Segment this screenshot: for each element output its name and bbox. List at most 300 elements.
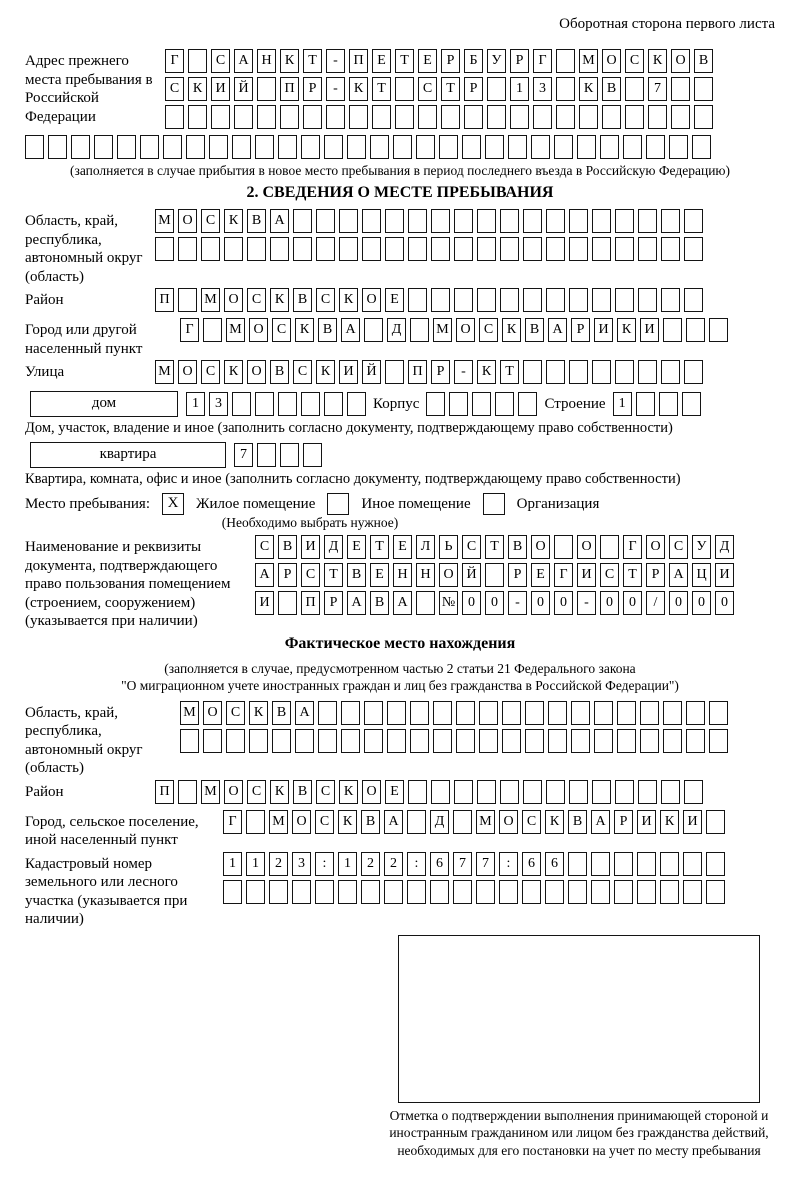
char-box[interactable] bbox=[592, 288, 611, 312]
char-box[interactable] bbox=[441, 105, 460, 129]
char-box[interactable]: В bbox=[361, 810, 380, 834]
char-box[interactable] bbox=[270, 237, 289, 261]
char-box[interactable]: С bbox=[211, 49, 230, 73]
char-box[interactable]: С bbox=[293, 360, 312, 384]
char-box[interactable]: К bbox=[270, 288, 289, 312]
char-box[interactable] bbox=[592, 237, 611, 261]
char-box[interactable]: О bbox=[292, 810, 311, 834]
char-box[interactable] bbox=[226, 729, 245, 753]
char-box[interactable] bbox=[408, 288, 427, 312]
char-box[interactable] bbox=[706, 810, 725, 834]
char-box[interactable]: М bbox=[201, 780, 220, 804]
char-box[interactable]: Ц bbox=[692, 563, 711, 587]
char-box[interactable] bbox=[659, 392, 678, 416]
char-box[interactable] bbox=[556, 49, 575, 73]
char-box[interactable] bbox=[554, 535, 573, 559]
char-box[interactable]: О bbox=[178, 209, 197, 233]
char-box[interactable] bbox=[568, 880, 587, 904]
char-box[interactable]: Т bbox=[303, 49, 322, 73]
char-box[interactable] bbox=[556, 77, 575, 101]
char-box[interactable] bbox=[347, 135, 366, 159]
char-box[interactable]: Л bbox=[416, 535, 435, 559]
char-box[interactable]: К bbox=[224, 360, 243, 384]
char-box[interactable]: 6 bbox=[522, 852, 541, 876]
char-box[interactable] bbox=[579, 105, 598, 129]
char-box[interactable] bbox=[324, 135, 343, 159]
char-box[interactable]: С bbox=[255, 535, 274, 559]
char-box[interactable] bbox=[454, 209, 473, 233]
char-box[interactable] bbox=[232, 135, 251, 159]
char-box[interactable] bbox=[410, 729, 429, 753]
char-box[interactable]: С bbox=[522, 810, 541, 834]
char-box[interactable]: М bbox=[476, 810, 495, 834]
char-box[interactable]: О bbox=[531, 535, 550, 559]
char-box[interactable]: Р bbox=[646, 563, 665, 587]
char-box[interactable] bbox=[362, 209, 381, 233]
char-box[interactable] bbox=[318, 729, 337, 753]
char-box[interactable]: 3 bbox=[209, 392, 228, 416]
char-box[interactable] bbox=[408, 209, 427, 233]
char-box[interactable] bbox=[694, 105, 713, 129]
char-box[interactable] bbox=[623, 135, 642, 159]
char-box[interactable] bbox=[140, 135, 159, 159]
char-box[interactable] bbox=[472, 392, 491, 416]
char-box[interactable] bbox=[449, 392, 468, 416]
char-box[interactable] bbox=[431, 209, 450, 233]
char-box[interactable] bbox=[203, 318, 222, 342]
char-box[interactable] bbox=[663, 318, 682, 342]
char-box[interactable] bbox=[223, 880, 242, 904]
char-box[interactable]: Н bbox=[393, 563, 412, 587]
char-box[interactable] bbox=[385, 209, 404, 233]
char-box[interactable] bbox=[416, 591, 435, 615]
char-box[interactable]: А bbox=[341, 318, 360, 342]
char-box[interactable] bbox=[671, 105, 690, 129]
char-box[interactable] bbox=[362, 237, 381, 261]
char-box[interactable] bbox=[525, 729, 544, 753]
char-box[interactable]: И bbox=[640, 318, 659, 342]
char-box[interactable]: Е bbox=[347, 535, 366, 559]
char-box[interactable] bbox=[508, 135, 527, 159]
char-box[interactable]: 0 bbox=[485, 591, 504, 615]
char-box[interactable] bbox=[477, 288, 496, 312]
char-box[interactable] bbox=[499, 880, 518, 904]
char-box[interactable]: Й bbox=[362, 360, 381, 384]
char-box[interactable]: Е bbox=[385, 780, 404, 804]
char-box[interactable] bbox=[617, 729, 636, 753]
char-box[interactable]: Т bbox=[324, 563, 343, 587]
char-box[interactable]: 1 bbox=[510, 77, 529, 101]
char-box[interactable] bbox=[684, 237, 703, 261]
char-box[interactable] bbox=[594, 729, 613, 753]
char-box[interactable]: П bbox=[349, 49, 368, 73]
char-box[interactable]: И bbox=[577, 563, 596, 587]
char-box[interactable]: 0 bbox=[692, 591, 711, 615]
char-box[interactable] bbox=[661, 237, 680, 261]
char-box[interactable]: А bbox=[255, 563, 274, 587]
char-box[interactable] bbox=[500, 209, 519, 233]
char-box[interactable] bbox=[591, 852, 610, 876]
char-box[interactable] bbox=[272, 729, 291, 753]
char-box[interactable] bbox=[500, 780, 519, 804]
char-box[interactable]: К bbox=[545, 810, 564, 834]
char-box[interactable]: 0 bbox=[600, 591, 619, 615]
char-box[interactable] bbox=[502, 729, 521, 753]
char-box[interactable] bbox=[671, 77, 690, 101]
char-box[interactable] bbox=[663, 701, 682, 725]
char-box[interactable] bbox=[186, 135, 205, 159]
char-box[interactable]: П bbox=[155, 288, 174, 312]
char-box[interactable] bbox=[364, 729, 383, 753]
char-box[interactable] bbox=[249, 729, 268, 753]
char-box[interactable]: К bbox=[477, 360, 496, 384]
char-box[interactable]: П bbox=[280, 77, 299, 101]
char-box[interactable]: 7 bbox=[476, 852, 495, 876]
char-box[interactable]: 2 bbox=[361, 852, 380, 876]
char-box[interactable] bbox=[407, 810, 426, 834]
char-box[interactable]: М bbox=[269, 810, 288, 834]
char-box[interactable]: И bbox=[683, 810, 702, 834]
char-box[interactable]: О bbox=[249, 318, 268, 342]
char-box[interactable] bbox=[385, 237, 404, 261]
char-box[interactable]: Р bbox=[324, 591, 343, 615]
char-box[interactable] bbox=[433, 701, 452, 725]
char-box[interactable] bbox=[201, 237, 220, 261]
char-box[interactable]: С bbox=[247, 288, 266, 312]
char-box[interactable] bbox=[324, 392, 343, 416]
char-box[interactable] bbox=[684, 209, 703, 233]
char-box[interactable] bbox=[278, 135, 297, 159]
char-box[interactable] bbox=[280, 105, 299, 129]
char-box[interactable] bbox=[510, 105, 529, 129]
char-box[interactable] bbox=[625, 105, 644, 129]
char-box[interactable] bbox=[316, 209, 335, 233]
char-box[interactable]: 7 bbox=[234, 443, 253, 467]
char-box[interactable] bbox=[646, 135, 665, 159]
char-box[interactable] bbox=[660, 852, 679, 876]
char-box[interactable]: Р bbox=[571, 318, 590, 342]
char-box[interactable] bbox=[614, 852, 633, 876]
char-box[interactable]: С bbox=[272, 318, 291, 342]
char-box[interactable] bbox=[407, 880, 426, 904]
char-box[interactable]: - bbox=[326, 49, 345, 73]
char-box[interactable] bbox=[364, 318, 383, 342]
char-box[interactable]: С bbox=[316, 780, 335, 804]
char-box[interactable] bbox=[94, 135, 113, 159]
char-box[interactable] bbox=[361, 880, 380, 904]
char-box[interactable] bbox=[523, 780, 542, 804]
char-box[interactable] bbox=[341, 701, 360, 725]
char-box[interactable]: А bbox=[295, 701, 314, 725]
char-box[interactable] bbox=[292, 880, 311, 904]
char-box[interactable]: В bbox=[278, 535, 297, 559]
char-box[interactable]: Р bbox=[508, 563, 527, 587]
char-box[interactable] bbox=[454, 288, 473, 312]
char-box[interactable] bbox=[682, 392, 701, 416]
char-box[interactable]: 0 bbox=[554, 591, 573, 615]
char-box[interactable]: Е bbox=[418, 49, 437, 73]
char-box[interactable] bbox=[546, 288, 565, 312]
char-box[interactable] bbox=[71, 135, 90, 159]
char-box[interactable] bbox=[569, 288, 588, 312]
char-box[interactable] bbox=[188, 49, 207, 73]
char-box[interactable] bbox=[669, 135, 688, 159]
char-box[interactable]: 1 bbox=[613, 392, 632, 416]
char-box[interactable]: 0 bbox=[623, 591, 642, 615]
checkbox-zhiloe[interactable]: X bbox=[162, 493, 184, 515]
char-box[interactable]: К bbox=[339, 288, 358, 312]
char-box[interactable] bbox=[554, 135, 573, 159]
char-box[interactable] bbox=[638, 288, 657, 312]
char-box[interactable]: К bbox=[617, 318, 636, 342]
char-box[interactable]: В bbox=[347, 563, 366, 587]
char-box[interactable]: Е bbox=[385, 288, 404, 312]
char-box[interactable] bbox=[257, 443, 276, 467]
char-box[interactable] bbox=[523, 288, 542, 312]
char-box[interactable]: М bbox=[226, 318, 245, 342]
char-box[interactable]: Р bbox=[441, 49, 460, 73]
char-box[interactable]: Т bbox=[395, 49, 414, 73]
char-box[interactable] bbox=[477, 209, 496, 233]
char-box[interactable] bbox=[246, 810, 265, 834]
char-box[interactable] bbox=[500, 237, 519, 261]
char-box[interactable] bbox=[247, 237, 266, 261]
char-box[interactable]: О bbox=[602, 49, 621, 73]
char-box[interactable] bbox=[395, 77, 414, 101]
char-box[interactable]: В bbox=[272, 701, 291, 725]
char-box[interactable]: С bbox=[479, 318, 498, 342]
char-box[interactable] bbox=[372, 105, 391, 129]
char-box[interactable] bbox=[257, 77, 276, 101]
char-box[interactable] bbox=[683, 880, 702, 904]
char-box[interactable] bbox=[385, 360, 404, 384]
char-box[interactable]: К bbox=[249, 701, 268, 725]
char-box[interactable] bbox=[295, 729, 314, 753]
char-box[interactable]: Д bbox=[387, 318, 406, 342]
char-box[interactable] bbox=[25, 135, 44, 159]
char-box[interactable] bbox=[209, 135, 228, 159]
char-box[interactable]: - bbox=[454, 360, 473, 384]
char-box[interactable]: С bbox=[315, 810, 334, 834]
char-box[interactable] bbox=[683, 852, 702, 876]
char-box[interactable] bbox=[477, 780, 496, 804]
char-box[interactable] bbox=[246, 880, 265, 904]
char-box[interactable] bbox=[686, 318, 705, 342]
char-box[interactable] bbox=[485, 135, 504, 159]
char-box[interactable] bbox=[255, 392, 274, 416]
char-box[interactable]: М bbox=[155, 360, 174, 384]
char-box[interactable]: 0 bbox=[531, 591, 550, 615]
char-box[interactable]: С bbox=[226, 701, 245, 725]
char-box[interactable]: С bbox=[301, 563, 320, 587]
char-box[interactable]: О bbox=[499, 810, 518, 834]
char-box[interactable]: Д bbox=[430, 810, 449, 834]
char-box[interactable] bbox=[293, 209, 312, 233]
char-box[interactable]: 7 bbox=[453, 852, 472, 876]
char-box[interactable]: А bbox=[669, 563, 688, 587]
char-box[interactable] bbox=[431, 288, 450, 312]
char-box[interactable]: К bbox=[579, 77, 598, 101]
char-box[interactable] bbox=[48, 135, 67, 159]
char-box[interactable]: В bbox=[602, 77, 621, 101]
char-box[interactable]: П bbox=[408, 360, 427, 384]
char-box[interactable] bbox=[546, 237, 565, 261]
char-box[interactable]: Т bbox=[500, 360, 519, 384]
char-box[interactable]: М bbox=[180, 701, 199, 725]
char-box[interactable] bbox=[569, 237, 588, 261]
char-box[interactable]: Е bbox=[372, 49, 391, 73]
char-box[interactable] bbox=[546, 780, 565, 804]
char-box[interactable]: О bbox=[203, 701, 222, 725]
char-box[interactable]: И bbox=[594, 318, 613, 342]
char-box[interactable]: В bbox=[508, 535, 527, 559]
char-box[interactable] bbox=[546, 209, 565, 233]
char-box[interactable]: - bbox=[577, 591, 596, 615]
char-box[interactable]: К bbox=[188, 77, 207, 101]
char-box[interactable]: П bbox=[301, 591, 320, 615]
char-box[interactable]: : bbox=[407, 852, 426, 876]
char-box[interactable]: С bbox=[669, 535, 688, 559]
char-box[interactable]: Г bbox=[223, 810, 242, 834]
char-box[interactable]: 6 bbox=[430, 852, 449, 876]
char-box[interactable] bbox=[533, 105, 552, 129]
char-box[interactable] bbox=[600, 135, 619, 159]
char-box[interactable]: В bbox=[568, 810, 587, 834]
char-box[interactable]: И bbox=[339, 360, 358, 384]
char-box[interactable] bbox=[640, 701, 659, 725]
char-box[interactable] bbox=[709, 701, 728, 725]
char-box[interactable] bbox=[637, 880, 656, 904]
char-box[interactable] bbox=[594, 701, 613, 725]
char-box[interactable]: Т bbox=[372, 77, 391, 101]
char-box[interactable] bbox=[280, 443, 299, 467]
char-box[interactable] bbox=[462, 135, 481, 159]
char-box[interactable] bbox=[464, 105, 483, 129]
char-box[interactable] bbox=[661, 288, 680, 312]
char-box[interactable] bbox=[692, 135, 711, 159]
char-box[interactable]: М bbox=[155, 209, 174, 233]
char-box[interactable] bbox=[625, 77, 644, 101]
char-box[interactable]: А bbox=[384, 810, 403, 834]
char-box[interactable]: У bbox=[692, 535, 711, 559]
char-box[interactable] bbox=[180, 729, 199, 753]
char-box[interactable]: О bbox=[224, 288, 243, 312]
char-box[interactable] bbox=[431, 237, 450, 261]
char-box[interactable]: Е bbox=[370, 563, 389, 587]
char-box[interactable]: 1 bbox=[246, 852, 265, 876]
char-box[interactable]: В bbox=[694, 49, 713, 73]
char-box[interactable]: Р bbox=[614, 810, 633, 834]
char-box[interactable] bbox=[339, 237, 358, 261]
char-box[interactable] bbox=[364, 701, 383, 725]
char-box[interactable]: А bbox=[234, 49, 253, 73]
char-box[interactable] bbox=[163, 135, 182, 159]
char-box[interactable] bbox=[255, 135, 274, 159]
char-box[interactable]: - bbox=[326, 77, 345, 101]
char-box[interactable]: Г bbox=[165, 49, 184, 73]
char-box[interactable]: К bbox=[502, 318, 521, 342]
char-box[interactable]: О bbox=[362, 288, 381, 312]
char-box[interactable]: Г bbox=[533, 49, 552, 73]
char-box[interactable] bbox=[234, 105, 253, 129]
char-box[interactable]: Д bbox=[324, 535, 343, 559]
char-box[interactable]: И bbox=[301, 535, 320, 559]
char-box[interactable] bbox=[709, 729, 728, 753]
char-box[interactable] bbox=[569, 209, 588, 233]
char-box[interactable]: А bbox=[548, 318, 567, 342]
char-box[interactable] bbox=[684, 288, 703, 312]
char-box[interactable] bbox=[686, 729, 705, 753]
char-box[interactable] bbox=[453, 810, 472, 834]
char-box[interactable] bbox=[638, 780, 657, 804]
char-box[interactable] bbox=[615, 237, 634, 261]
char-box[interactable]: Р bbox=[303, 77, 322, 101]
char-box[interactable] bbox=[495, 392, 514, 416]
char-box[interactable] bbox=[431, 780, 450, 804]
char-box[interactable] bbox=[326, 105, 345, 129]
char-box[interactable]: Т bbox=[370, 535, 389, 559]
char-box[interactable] bbox=[569, 780, 588, 804]
char-box[interactable]: В bbox=[293, 780, 312, 804]
char-box[interactable]: О bbox=[362, 780, 381, 804]
char-box[interactable] bbox=[418, 105, 437, 129]
char-box[interactable] bbox=[188, 105, 207, 129]
char-box[interactable]: К bbox=[349, 77, 368, 101]
char-box[interactable]: Й bbox=[462, 563, 481, 587]
char-box[interactable]: О bbox=[646, 535, 665, 559]
char-box[interactable]: 7 bbox=[648, 77, 667, 101]
char-box[interactable]: К bbox=[338, 810, 357, 834]
char-box[interactable] bbox=[370, 135, 389, 159]
checkbox-inoe[interactable] bbox=[327, 493, 349, 515]
char-box[interactable] bbox=[638, 360, 657, 384]
char-box[interactable] bbox=[165, 105, 184, 129]
char-box[interactable] bbox=[155, 237, 174, 261]
char-box[interactable] bbox=[395, 105, 414, 129]
char-box[interactable]: О bbox=[224, 780, 243, 804]
char-box[interactable] bbox=[433, 729, 452, 753]
char-box[interactable]: Б bbox=[464, 49, 483, 73]
char-box[interactable] bbox=[706, 852, 725, 876]
checkbox-organizatsiya[interactable] bbox=[483, 493, 505, 515]
char-box[interactable]: О bbox=[671, 49, 690, 73]
char-box[interactable]: Г bbox=[554, 563, 573, 587]
char-box[interactable] bbox=[569, 360, 588, 384]
char-box[interactable] bbox=[349, 105, 368, 129]
char-box[interactable]: К bbox=[280, 49, 299, 73]
char-box[interactable]: М bbox=[433, 318, 452, 342]
char-box[interactable] bbox=[661, 360, 680, 384]
char-box[interactable] bbox=[303, 105, 322, 129]
char-box[interactable]: И bbox=[637, 810, 656, 834]
char-box[interactable] bbox=[301, 392, 320, 416]
char-box[interactable]: К bbox=[316, 360, 335, 384]
char-box[interactable]: Р bbox=[510, 49, 529, 73]
char-box[interactable] bbox=[426, 392, 445, 416]
char-box[interactable] bbox=[518, 392, 537, 416]
char-box[interactable]: О bbox=[577, 535, 596, 559]
char-box[interactable] bbox=[454, 780, 473, 804]
char-box[interactable]: 3 bbox=[533, 77, 552, 101]
char-box[interactable] bbox=[591, 880, 610, 904]
char-box[interactable]: 2 bbox=[384, 852, 403, 876]
char-box[interactable]: Д bbox=[715, 535, 734, 559]
char-box[interactable] bbox=[661, 780, 680, 804]
char-box[interactable] bbox=[456, 701, 475, 725]
char-box[interactable]: С bbox=[247, 780, 266, 804]
char-box[interactable] bbox=[479, 701, 498, 725]
char-box[interactable]: : bbox=[315, 852, 334, 876]
